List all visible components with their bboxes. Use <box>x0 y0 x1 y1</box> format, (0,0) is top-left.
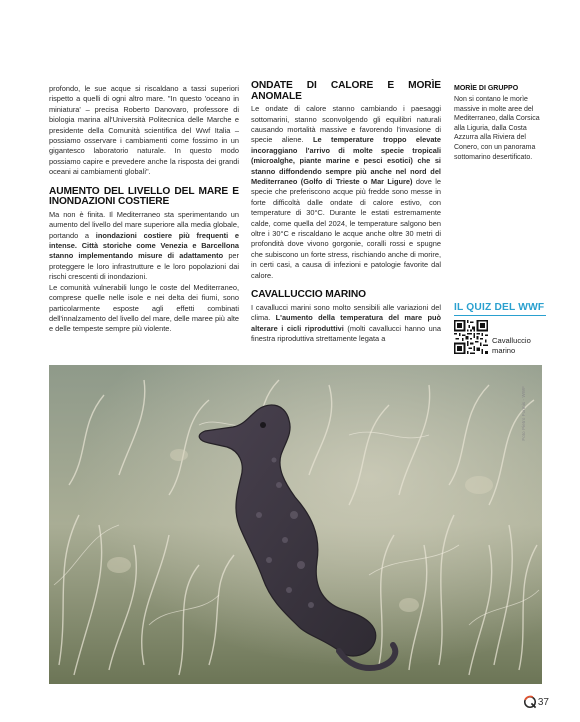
text-run: I cavallucci marini sono molto sensibili alle variazioni del clima. <box>251 302 441 323</box>
page-footer <box>523 695 549 709</box>
article-column-2 <box>251 81 441 344</box>
text-run: (molti cavallucci hanno una finestra riproduttiva strettamente legata a <box>251 323 442 343</box>
article-column-1 <box>49 84 239 335</box>
quiz-title: IL QUIZ DEL WWF <box>454 302 545 313</box>
sidebar-box <box>454 84 544 162</box>
quiz-label: Cavalluccio marino <box>492 336 531 355</box>
seahorse-paragraph <box>251 303 441 345</box>
wwf-quiz-box <box>454 302 549 355</box>
sea-level-paragraph-2: Le comunità vulnerabili lungo le coste del Mediterraneo, comprese quelle nelle isole e nei delta dei fiumi, sono particolarmente esposte agli effetti combinati dell'innalzamento del livello del mare, delle maree più alte e delle tempeste sempre più violente. <box>49 282 239 334</box>
text-run: per proteggere le loro infrastrutture e le loro popolazioni dai rischi crescenti di inondazioni. <box>49 251 239 282</box>
quiz-divider <box>454 315 546 316</box>
heatwaves-paragraph <box>251 104 441 281</box>
photo-credit: Foto Pietro Formis - WWF <box>521 386 526 441</box>
text-run: dove le specie che preferiscono acque più fredde sono messe in forte difficoltà dalle ondate di calore estivo, con temperature di 30°C. Durante le estati estremamente calde, come quella del 2024, le temperature salgono ben oltre i 30°C e riscaldano le acque anche oltre 30 metri di profondità dove vivono gorgonie, coralli rossi e spugne che subiscono un forte stress, rischiando anche di morire, in certi casi, a causa di infezioni e patologie favorite dal calore. <box>251 177 441 280</box>
magazine-logo-icon <box>523 695 537 709</box>
bold-text-run: Le temperature troppo elevate incoraggiano l'arrivo di molte specie tropicali (microalghe, piante marine e pesci esotici) che si stanno diffondendo sempre più anche nel nord del Mediterraneo (Golfo di Trieste o Mar Ligure) <box>251 135 442 187</box>
section-heading-heatwaves: ONDATE DI CALORE E MORÌE ANOMALE <box>251 80 441 102</box>
seahorse-photo <box>49 365 542 684</box>
page-number: 37 <box>537 696 549 708</box>
text-run: Ma non è finita. Il Mediterraneo sta sperimentando un aumento del livello del mare superiore alla media globale, portando a <box>49 209 239 240</box>
text-run: Le ondate di calore stanno cambiando i paesaggi sottomarini, stanno sconvolgendo gli equilibri naturali causando mortalità massive e favorendo l'invasione di specie aliene. <box>251 104 441 145</box>
bold-text-run: L'aumento della temperatura del mare può alterare i cicli riproduttivi <box>251 313 441 333</box>
bold-text-run: inondazioni costiere più frequenti e intense. Città storiche come Venezia e Barcellona stanno implementando misure di adattamento <box>49 230 239 261</box>
qr-code-icon[interactable] <box>454 320 488 354</box>
section-heading-sea-level: AUMENTO DEL LIVELLO DEL MARE E INONDAZIONI COSTIERE <box>49 185 239 208</box>
intro-paragraph: profondo, le sue acque si riscaldano a tassi superiori rispetto a quelli di ogni altro mare. "In questo 'oceano in miniatura' – precisa Roberto Danovaro, professore di biologia marina all'Università Politecnica delle Marche e presidente della Comunità scientifica del Wwf Italia – possiamo osservare i cambiamenti come fossimo in un gigantesco laboratorio naturale. In questo modo possiamo capire e prevedere anche la risposta dei grandi oceani ai cambiamenti globali". <box>49 84 239 177</box>
sidebar-text: Non si contano le morìe massive in molte aree del Mediterraneo, dalla Corsica alla Liguria, dalla Costa Azzurra alla Riviera del Conero, con un panorama sottomarino desertificato. <box>454 96 540 161</box>
section-heading-seahorse: CAVALLUCCIO MARINO <box>251 289 366 301</box>
sidebar-heading: MORÌE DI GRUPPO <box>454 85 519 92</box>
sea-level-paragraph-1 <box>49 210 239 283</box>
